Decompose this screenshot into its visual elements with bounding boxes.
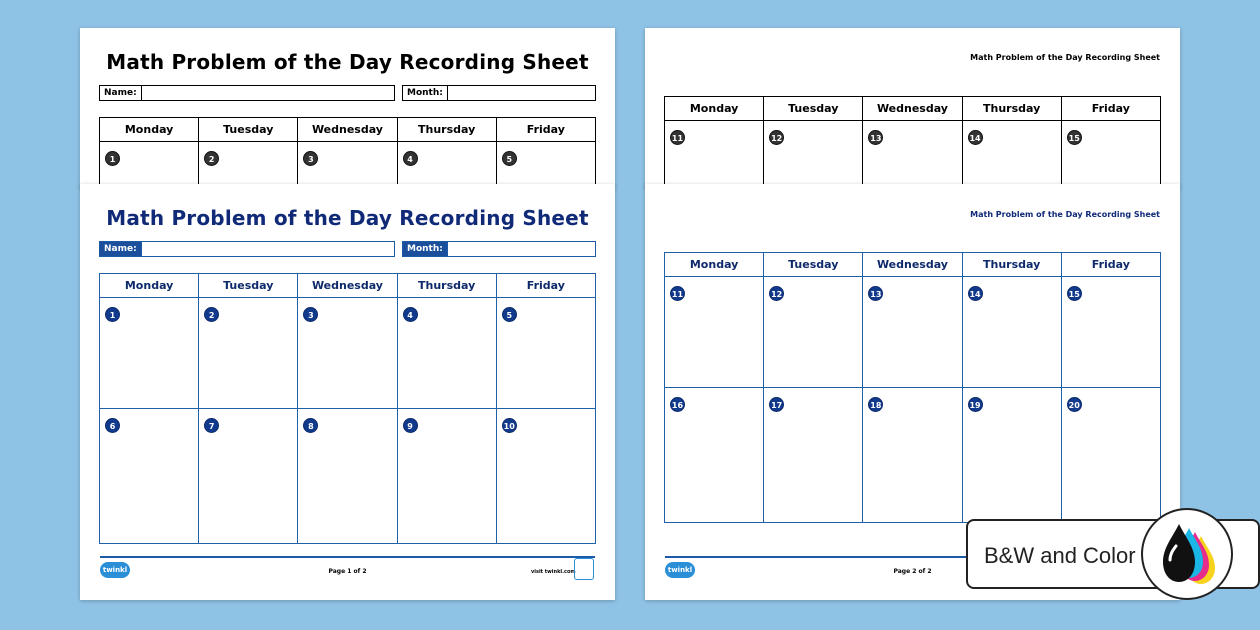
day-number-badge: 12 [769,130,784,145]
day-number-badge: 3 [303,307,318,322]
day-cell [199,142,298,189]
day-header: Wednesday [863,97,962,121]
day-header: Tuesday [764,253,863,277]
day-cell [764,121,863,189]
sheet-title: Math Problem of the Day Recording Sheet [106,206,589,230]
day-cell [100,142,199,189]
day-number-badge: 12 [769,286,784,301]
day-header: Friday [1061,253,1160,277]
sheet-title: Math Problem of the Day Recording Sheet [106,50,589,74]
day-number-badge: 11 [670,130,685,145]
bw-page-1-sheet [80,28,615,188]
day-cell [496,142,595,189]
calendar-grid [664,96,1161,188]
day-number-badge: 1 [105,307,120,322]
footer-rule [100,556,595,558]
day-cell [199,409,298,544]
month-field [402,85,596,101]
quality-badge-icon [574,558,594,580]
day-number-badge: 2 [204,307,219,322]
day-header: Thursday [397,118,496,142]
day-number-badge: 10 [502,418,517,433]
day-cell [863,277,962,388]
day-number-badge: 16 [670,397,685,412]
name-label: Name: [100,86,142,100]
day-number-badge: 20 [1067,397,1082,412]
name-field [99,241,395,257]
day-number-badge: 9 [403,418,418,433]
day-number-badge: 5 [502,307,517,322]
day-cell [962,277,1061,388]
day-number-badge: 15 [1067,286,1082,301]
bw-page-2-sheet [645,28,1180,188]
day-number-badge: 17 [769,397,784,412]
day-header: Wednesday [863,253,962,277]
page-number: Page 1 of 2 [328,568,367,575]
month-label: Month: [403,86,448,100]
day-number-badge: 14 [968,286,983,301]
day-number-badge: 4 [403,151,418,166]
day-header: Monday [100,118,199,142]
day-cell [764,388,863,523]
day-header: Monday [665,97,764,121]
page-number: Page 2 of 2 [893,568,932,575]
day-header: Thursday [962,97,1061,121]
day-number-badge: 15 [1067,130,1082,145]
day-number-badge: 2 [204,151,219,166]
calendar-grid [664,252,1161,523]
day-number-badge: 13 [868,130,883,145]
day-header: Wednesday [298,118,397,142]
day-cell [298,409,397,544]
day-cell [962,388,1061,523]
ink-drops-graphic [1143,510,1231,598]
day-cell [496,298,595,409]
sheet-title-small: Math Problem of the Day Recording Sheet [970,210,1160,219]
callout-label: B&W and Color [984,543,1136,568]
day-cell [397,409,496,544]
calendar-grid [99,273,596,544]
day-cell [397,142,496,189]
day-cell [665,388,764,523]
color-page-1-sheet [80,184,615,600]
day-cell [1061,277,1160,388]
day-number-badge: 19 [968,397,983,412]
sheet-title-small: Math Problem of the Day Recording Sheet [970,53,1160,62]
day-cell [962,121,1061,189]
day-number-badge: 18 [868,397,883,412]
name-label: Name: [100,242,142,256]
day-header: Thursday [962,253,1061,277]
day-cell [199,298,298,409]
day-cell [665,121,764,189]
twinkl-logo: twinkl [100,562,130,578]
site-link: visit twinkl.com [531,569,576,575]
day-header: Tuesday [764,97,863,121]
day-number-badge: 11 [670,286,685,301]
day-header: Monday [665,253,764,277]
day-cell [397,298,496,409]
day-header: Monday [100,274,199,298]
footer-rule [665,556,980,558]
day-cell [298,298,397,409]
day-cell [100,409,199,544]
day-header: Friday [496,274,595,298]
day-cell [496,409,595,544]
day-number-badge: 1 [105,151,120,166]
day-number-badge: 8 [303,418,318,433]
day-header: Tuesday [199,274,298,298]
day-cell [863,121,962,189]
month-field [402,241,596,257]
day-header: Friday [1061,97,1160,121]
calendar-grid [99,117,596,188]
day-header: Friday [496,118,595,142]
day-number-badge: 4 [403,307,418,322]
twinkl-logo: twinkl [665,562,695,578]
day-number-badge: 7 [204,418,219,433]
day-cell [1061,121,1160,189]
day-cell [100,298,199,409]
day-cell [863,388,962,523]
name-field [99,85,395,101]
day-header: Wednesday [298,274,397,298]
day-cell [764,277,863,388]
month-label: Month: [403,242,448,256]
day-cell [665,277,764,388]
day-header: Thursday [397,274,496,298]
day-number-badge: 6 [105,418,120,433]
day-header: Tuesday [199,118,298,142]
day-number-badge: 5 [502,151,517,166]
day-number-badge: 14 [968,130,983,145]
day-number-badge: 13 [868,286,883,301]
ink-drops-icon [1141,508,1233,600]
day-cell [1061,388,1160,523]
day-number-badge: 3 [303,151,318,166]
day-cell [298,142,397,189]
